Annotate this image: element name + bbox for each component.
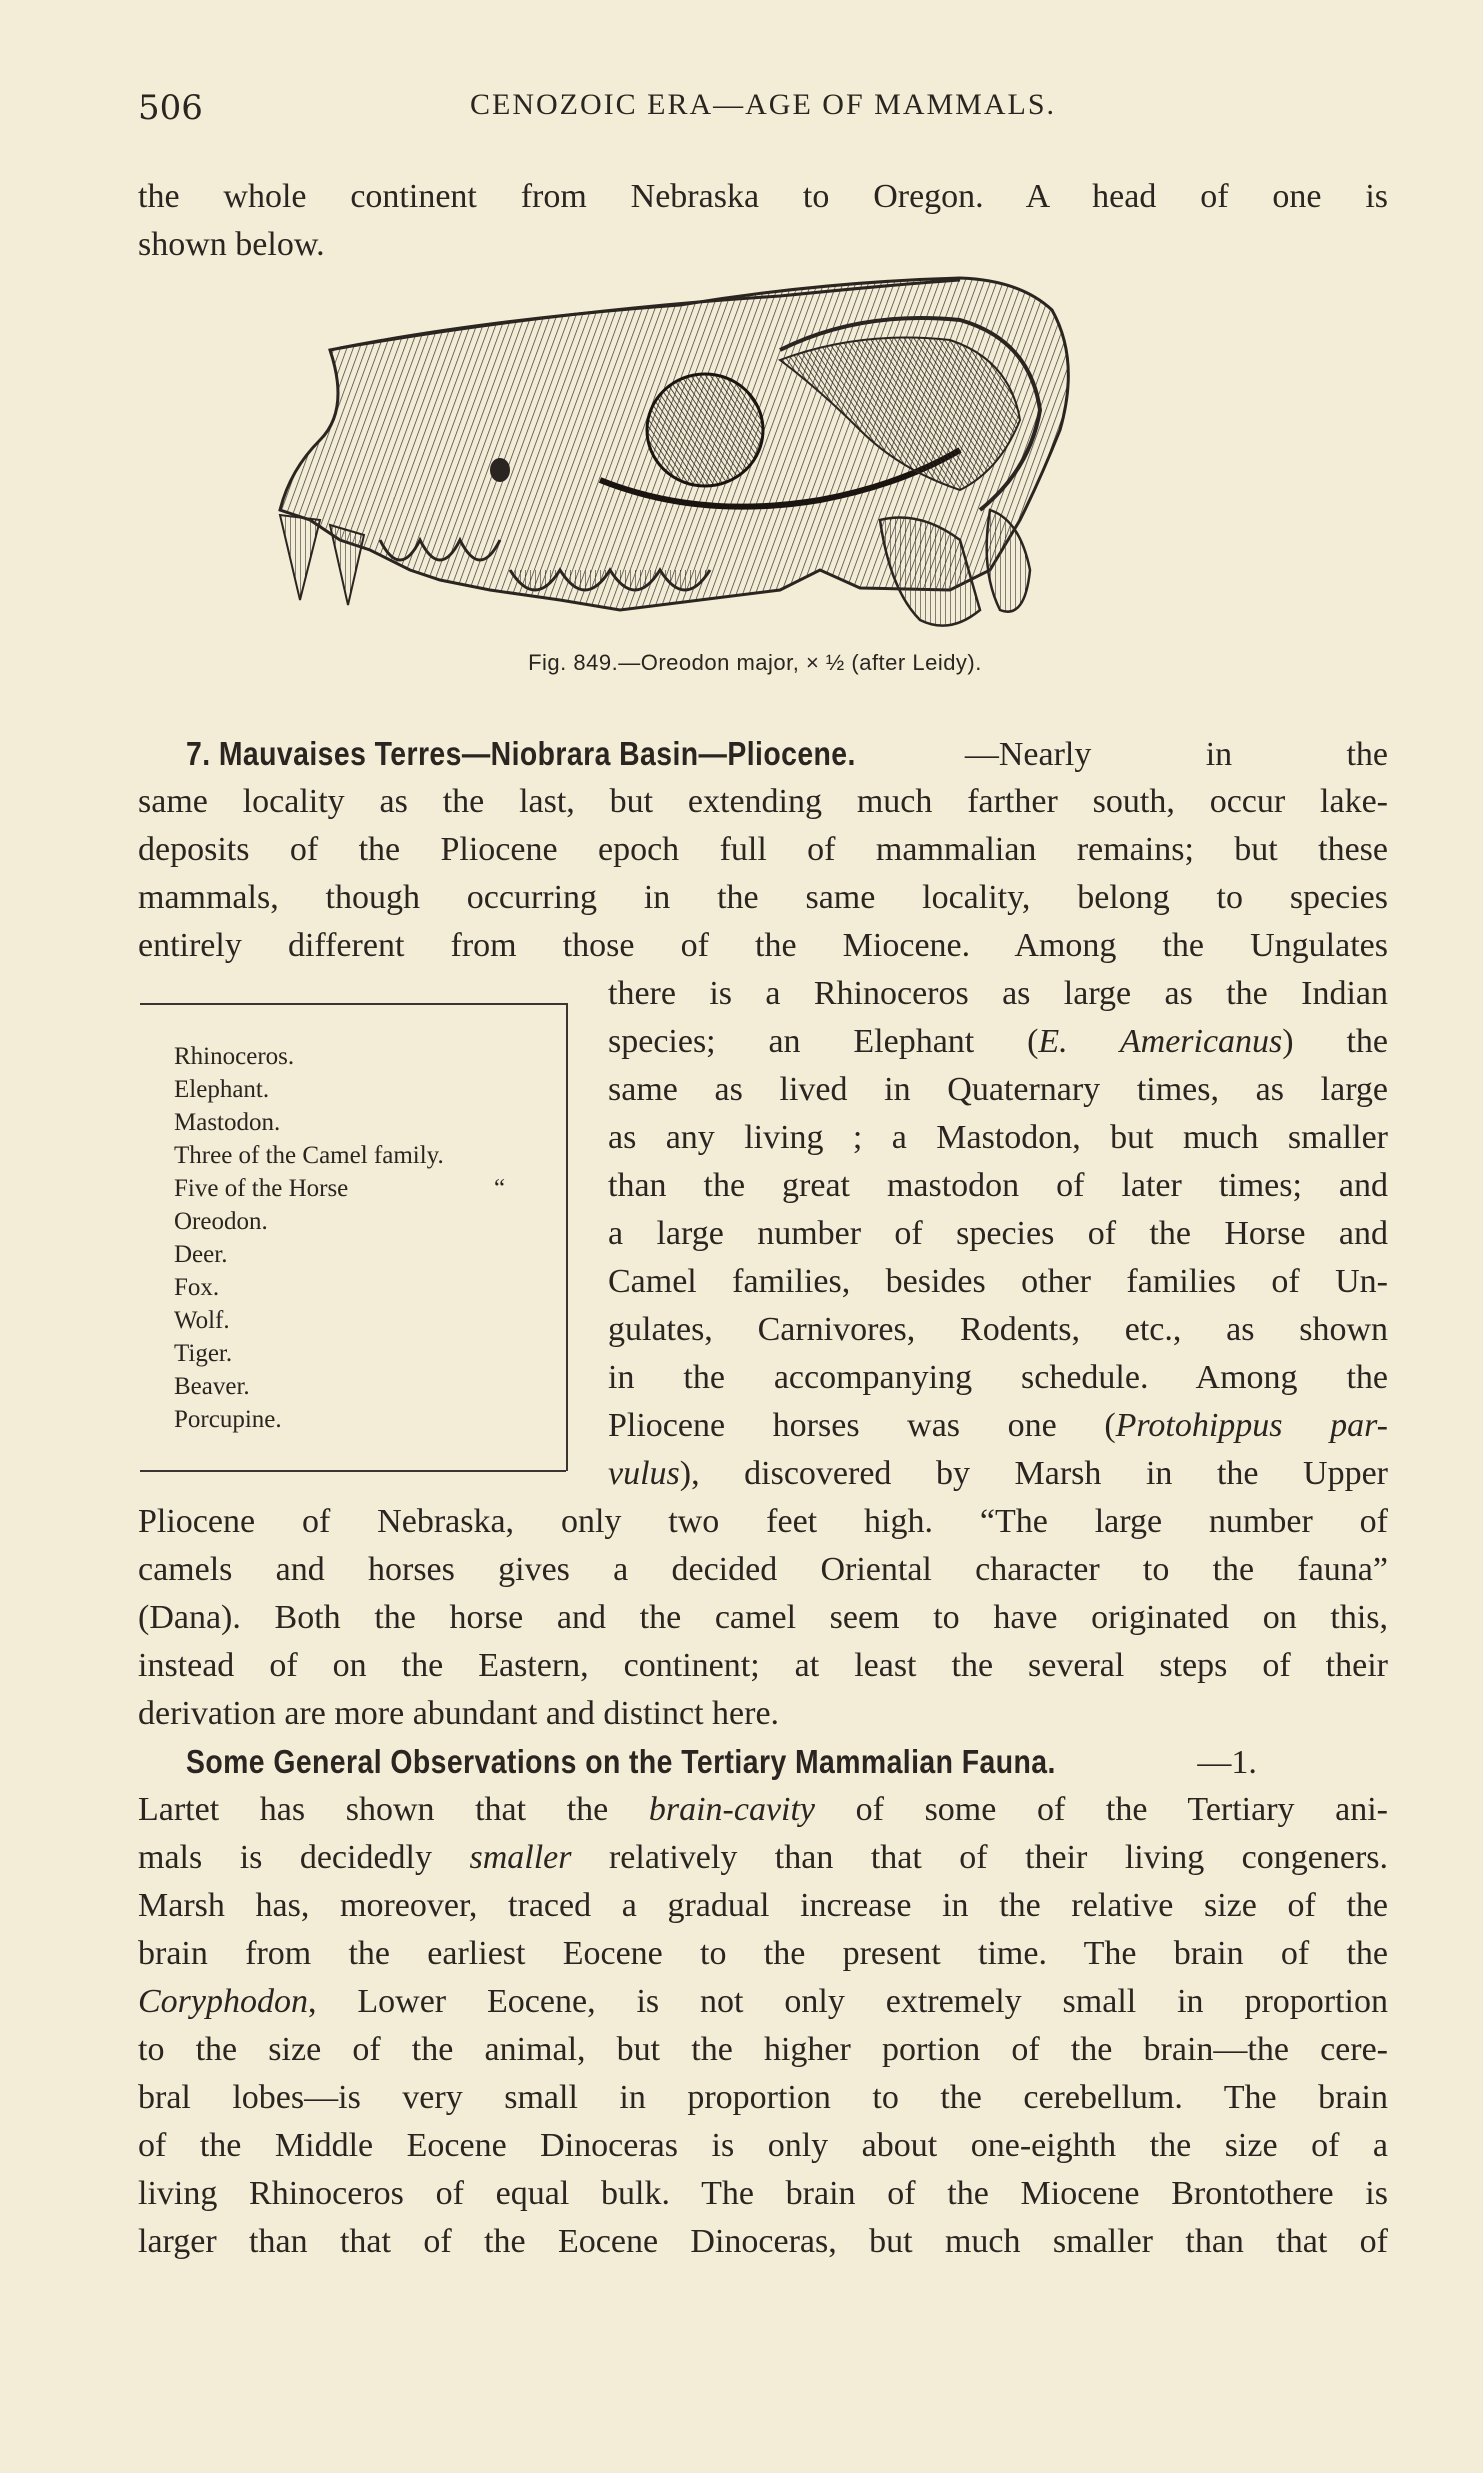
species-name: Protohippus par- [1115, 1407, 1388, 1444]
ditto-mark: “ [494, 1175, 506, 1202]
page-number: 506 [138, 88, 203, 128]
figure-oreodon-skull [260, 270, 1250, 675]
body-line: entirely different from those of the Miocene. Among the Ungulates [138, 927, 1388, 964]
body-line: camels and horses gives a decided Oriental character to the fauna” [138, 1551, 1388, 1588]
schedule-item: Tiger. [174, 1340, 233, 1367]
body-line: as any living ; a Mastodon, but much smaller [608, 1119, 1388, 1156]
schedule-item [174, 1172, 506, 1205]
body-line: bral lobes—is very small in proportion to the cerebellum. The brain [138, 2079, 1388, 2116]
body-line [138, 1841, 1388, 1875]
body-line: a large number of species of the Horse and [608, 1215, 1388, 1252]
body-line: Marsh has, moreover, traced a gradual increase in the relative size of the [138, 1887, 1388, 1924]
text-run: ) the [1282, 1023, 1388, 1060]
body-line: brain from the earliest Eocene to the present time. The brain of the [138, 1935, 1388, 1972]
species-name: vulus [608, 1455, 680, 1492]
text-run: Pliocene horses was one ( [608, 1407, 1116, 1444]
heading-continuation: —Nearly in the [964, 736, 1388, 773]
schedule-item: Porcupine. [174, 1406, 282, 1433]
text-run: Lartet has shown that the [138, 1791, 649, 1828]
skull-illustration [260, 270, 1250, 640]
schedule-item: Fox. [174, 1274, 220, 1301]
schedule-item: Wolf. [174, 1307, 230, 1334]
schedule-item: Deer. [174, 1241, 228, 1268]
text-run: , Lower Eocene, is not only extremely small in proportion [308, 1983, 1388, 2020]
body-line: instead of on the Eastern, continent; at least the several steps of their [138, 1647, 1388, 1684]
body-line: shown below. [138, 226, 325, 263]
text-run: mals is decidedly [138, 1839, 470, 1876]
schedule-item: Three of the Camel family. [174, 1142, 444, 1169]
schedule-item: Elephant. [174, 1076, 270, 1103]
page-header [138, 88, 1388, 138]
section-heading: Some General Observations on the Tertiary Mammalian Fauna. [186, 1743, 1056, 1780]
genus-name: Coryphodon [138, 1983, 308, 2020]
text-run: relatively than that of their living congeners. [571, 1839, 1388, 1876]
body-line: of the Middle Eocene Dinoceras is only about one-eighth the size of a [138, 2127, 1388, 2164]
body-line [608, 1457, 1388, 1491]
body-line: there is a Rhinoceros as large as the Indian [608, 975, 1388, 1012]
schedule-bottom-rule [140, 1470, 566, 1472]
body-line: same as lived in Quaternary times, as large [608, 1071, 1388, 1108]
schedule-item: Beaver. [174, 1373, 250, 1400]
text-run: ), discovered by Marsh in the Upper [679, 1455, 1388, 1492]
schedule-item: Rhinoceros. [174, 1043, 295, 1070]
schedule-item: Mastodon. [174, 1109, 281, 1136]
body-line: mammals, though occurring in the same locality, belong to species [138, 879, 1388, 916]
body-line: in the accompanying schedule. Among the [608, 1359, 1388, 1396]
body-line [138, 1793, 1388, 1827]
emphasis: smaller [469, 1839, 572, 1876]
body-line [608, 1409, 1388, 1443]
body-line: gulates, Carnivores, Rodents, etc., as shown [608, 1311, 1388, 1348]
heading-continuation: —1. [1197, 1744, 1257, 1781]
schedule-item-label: Five of the Horse [174, 1175, 349, 1202]
body-line: (Dana). Both the horse and the camel seem to have originated on this, [138, 1599, 1388, 1636]
body-line: living Rhinoceros of equal bulk. The brain of the Miocene Brontothere is [138, 2175, 1388, 2212]
schedule-list [174, 1040, 506, 1436]
body-line: same locality as the last, but extending much farther south, occur lake- [138, 783, 1388, 820]
body-line: to the size of the animal, but the higher portion of the brain—the cere- [138, 2031, 1388, 2068]
body-line [608, 1025, 1388, 1059]
body-line [138, 1985, 1388, 2019]
body-line: the whole continent from Nebraska to Oregon. A head of one is [138, 178, 1388, 215]
running-head: CENOZOIC ERA—AGE OF MAMMALS. [469, 88, 1057, 121]
emphasis: brain-cavity [648, 1791, 816, 1828]
section-heading: 7. Mauvaises Terres—Niobrara Basin—Pliocene. [186, 735, 856, 772]
text-run: of some of the Tertiary ani- [815, 1791, 1389, 1828]
body-line: Camel families, besides other families of Un- [608, 1263, 1388, 1300]
body-line: derivation are more abundant and distinct here. [138, 1695, 780, 1732]
schedule-item: Oreodon. [174, 1208, 268, 1235]
body-line: Pliocene of Nebraska, only two feet high. “The large number of [138, 1503, 1388, 1540]
body-line: deposits of the Pliocene epoch full of mammalian remains; but these [138, 831, 1388, 868]
section-heading-line [186, 737, 1388, 772]
text-run: species; an Elephant ( [608, 1023, 1039, 1060]
section-heading-line [186, 1745, 1388, 1780]
body-line: larger than that of the Eocene Dinoceras, but much smaller than that of [138, 2223, 1388, 2260]
figure-caption: Fig. 849.—Oreodon major, × ½ (after Leidy). [528, 650, 982, 675]
species-name: E. Americanus [1038, 1023, 1283, 1060]
body-line: than the great mastodon of later times; and [608, 1167, 1388, 1204]
